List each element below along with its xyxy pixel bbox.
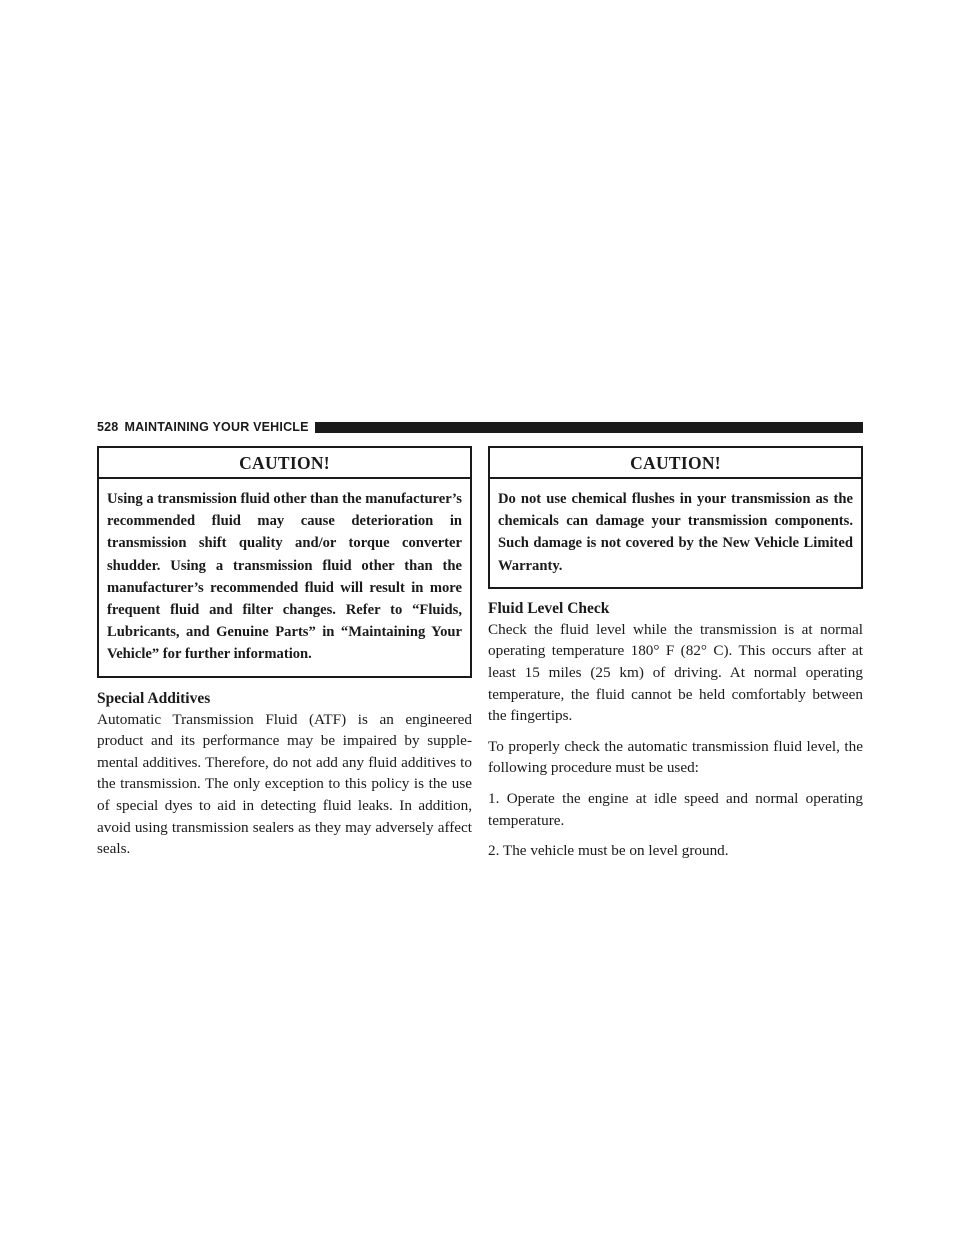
heading-special-additives: Special Additives (97, 689, 211, 707)
caution-box-flushes (488, 446, 863, 589)
page-number: 528 (97, 420, 119, 434)
caution-title: CAUTION! (99, 448, 470, 479)
header-rule (315, 422, 863, 433)
paragraph-procedure-intro: To properly check the automatic transmission fluid level, the following procedure must be used: (488, 737, 863, 777)
page-header (97, 418, 863, 436)
left-column (97, 446, 472, 860)
step-2: 2. The vehicle must be on level ground. (488, 842, 729, 860)
caution-title: CAUTION! (490, 448, 861, 479)
caution-body: Using a transmission fluid other than the manufacturer’s recommended fluid may cause deterioration in transmission shift quality and/or torque converter shudder. Using a transmission fluid other than the manufacturer’s recommended fluid will result in more frequent fluid and filter changes. Refer to “Fluids, Lubricants, and Genuine Parts” in “Maintaining Your Vehicle” for further information. (107, 491, 462, 663)
paragraph-special-additives: Automatic Transmission Fluid (ATF) is an engineered product and its performance may be impaired by supplemental additives. Therefore, do not add any fluid additives to the transmission. The only exception to this policy is the use of special dyes to aid in detecting fluid leaks. In addition, avoid using transmission sealers as they may adversely affect seals. (97, 710, 472, 858)
paragraph-operating-temperature: Check the fluid level while the transmission is at normal operating temperature 180° F (82° C). This occurs after at least 15 miles (25 km) of driving. At normal operating temperature, the fluid cannot be held comfortably between the fingertips. (488, 620, 863, 725)
section-title: MAINTAINING YOUR VEHICLE (124, 420, 309, 434)
right-column (488, 446, 863, 862)
caution-box-fluid (97, 446, 472, 678)
step-1: 1. Operate the engine at idle speed and normal operating temperature. (488, 789, 863, 829)
caution-body: Do not use chemical flushes in your transmission as the chemicals can damage your transmission components. Such damage is not covered by the New Vehicle Limited Warranty. (498, 491, 853, 574)
heading-fluid-level-check: Fluid Level Check (488, 599, 610, 617)
